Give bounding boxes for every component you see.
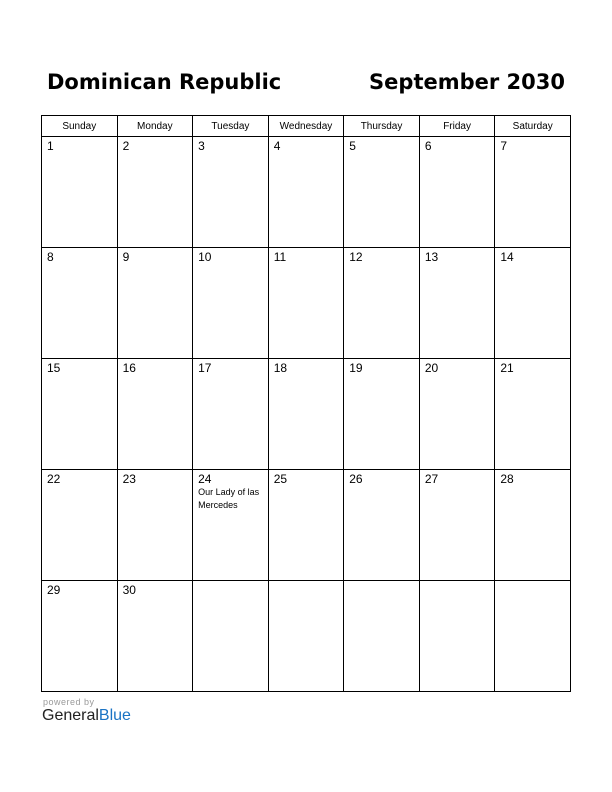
weekday-header-thursday: Thursday xyxy=(344,116,420,137)
day-number: 16 xyxy=(122,361,136,375)
day-number: 21 xyxy=(500,361,514,375)
weekday-header-sunday: Sunday xyxy=(42,116,118,137)
day-cell xyxy=(344,470,420,581)
day-number: 5 xyxy=(349,139,356,153)
day-cell xyxy=(268,359,344,470)
day-cell xyxy=(495,137,571,248)
day-number: 26 xyxy=(349,472,363,486)
day-number: 6 xyxy=(424,139,432,153)
day-cell-empty xyxy=(344,581,420,692)
day-cell xyxy=(42,470,118,581)
day-cell xyxy=(117,137,193,248)
week-row-5 xyxy=(42,581,571,692)
holiday-label: Our Lady of las Mercedes xyxy=(198,487,260,510)
weekday-header-monday: Monday xyxy=(117,116,193,137)
weekday-header-tuesday: Tuesday xyxy=(193,116,269,137)
day-cell xyxy=(42,137,118,248)
day-cell xyxy=(495,359,571,470)
day-number: 7 xyxy=(500,139,508,153)
month-year-title: September 2030 xyxy=(369,70,565,94)
day-number: 28 xyxy=(500,472,514,486)
day-cell xyxy=(344,359,420,470)
day-cell-empty xyxy=(419,581,495,692)
day-number: 17 xyxy=(198,361,212,375)
day-cell xyxy=(42,359,118,470)
powered-by-text: powered by xyxy=(43,697,95,707)
day-number: 12 xyxy=(349,250,363,264)
day-number xyxy=(344,581,419,584)
day-cell xyxy=(419,359,495,470)
day-cell xyxy=(344,137,420,248)
day-cell xyxy=(42,581,118,692)
day-number: 22 xyxy=(47,472,61,486)
day-cell xyxy=(344,248,420,359)
day-cell xyxy=(268,248,344,359)
day-number: 3 xyxy=(198,139,205,153)
day-number: 2 xyxy=(122,139,130,153)
day-cell-empty xyxy=(193,581,269,692)
weekday-header-saturday: Saturday xyxy=(495,116,571,137)
day-number: 27 xyxy=(424,472,439,486)
day-number: 18 xyxy=(273,361,288,375)
day-cell xyxy=(495,470,571,581)
day-cell xyxy=(419,248,495,359)
weekday-header-friday: Friday xyxy=(419,116,495,137)
day-cell xyxy=(117,248,193,359)
brand-blue-text: Blue xyxy=(98,707,131,724)
day-cell-empty xyxy=(268,581,344,692)
day-number: 1 xyxy=(47,139,54,153)
calendar-header xyxy=(47,70,565,100)
week-row-3 xyxy=(42,359,571,470)
day-cell xyxy=(495,248,571,359)
day-number: 15 xyxy=(47,361,61,375)
day-cell xyxy=(268,470,344,581)
week-row-2 xyxy=(42,248,571,359)
day-cell xyxy=(193,359,269,470)
day-number: 4 xyxy=(273,139,281,153)
day-cell xyxy=(419,137,495,248)
day-number xyxy=(193,581,268,584)
day-number xyxy=(495,581,570,584)
day-number: 25 xyxy=(273,472,288,486)
day-number: 23 xyxy=(122,472,136,486)
day-cell xyxy=(117,470,193,581)
day-number: 8 xyxy=(47,250,54,264)
day-cell xyxy=(193,248,269,359)
day-number: 19 xyxy=(349,361,363,375)
day-cell xyxy=(117,359,193,470)
day-cell xyxy=(193,137,269,248)
day-number: 11 xyxy=(273,250,287,264)
day-number: 30 xyxy=(122,583,136,597)
day-number: 9 xyxy=(122,250,130,264)
weekday-header-wednesday: Wednesday xyxy=(268,116,344,137)
day-cell xyxy=(117,581,193,692)
day-number: 13 xyxy=(424,250,439,264)
weekday-header-row xyxy=(42,116,571,137)
week-row-1 xyxy=(42,137,571,248)
day-cell xyxy=(193,470,269,581)
day-number: 29 xyxy=(47,583,61,597)
week-row-4 xyxy=(42,470,571,581)
footer-branding xyxy=(42,697,162,725)
day-cell-empty xyxy=(495,581,571,692)
day-cell xyxy=(42,248,118,359)
day-cell xyxy=(268,137,344,248)
day-cell xyxy=(419,470,495,581)
calendar-grid xyxy=(41,115,571,692)
day-number: 14 xyxy=(500,250,514,264)
day-number: 24 xyxy=(198,472,212,486)
day-number: 20 xyxy=(424,361,439,375)
brand-general-text: General xyxy=(42,707,99,724)
country-title: Dominican Republic xyxy=(47,70,282,94)
day-number xyxy=(420,581,495,584)
brand-logo xyxy=(42,707,162,725)
day-number xyxy=(269,581,344,584)
day-number: 10 xyxy=(198,250,212,264)
